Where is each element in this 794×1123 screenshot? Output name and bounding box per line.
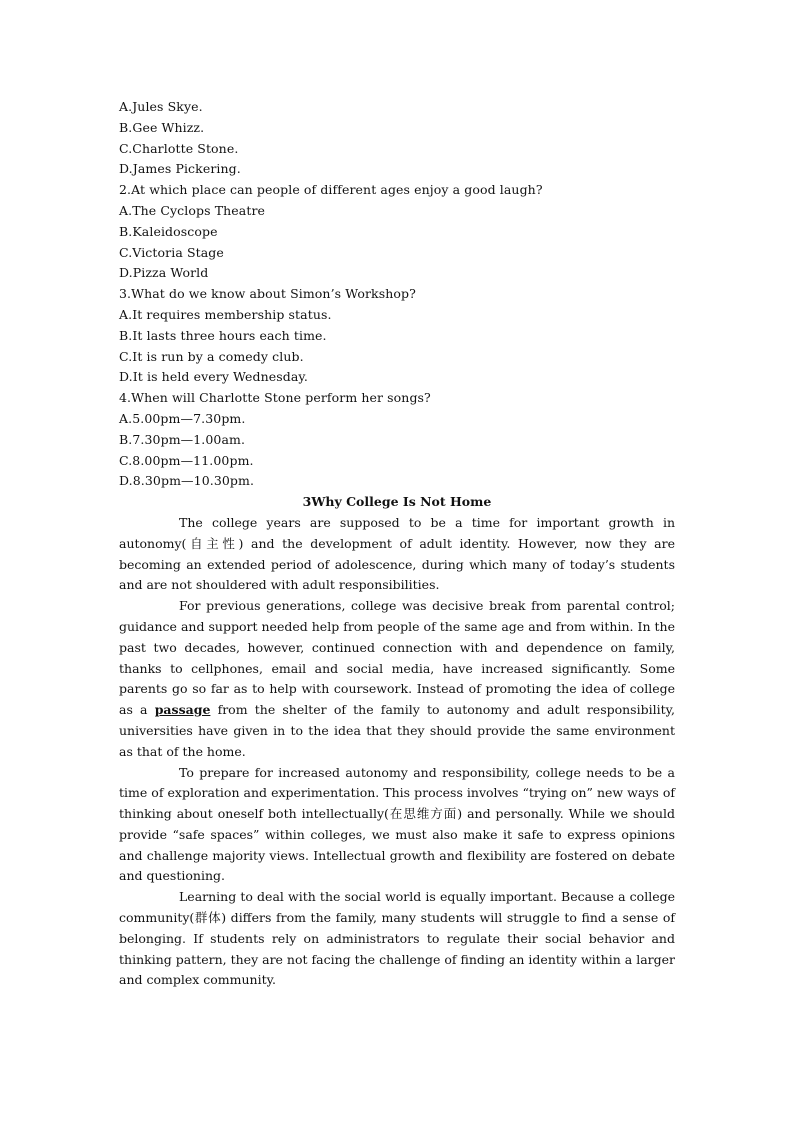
article-paragraph-4-text: Learning to deal with the social world is equally important. Because a college community(群体) differs from the family, many students will struggle to find a sense of belonging. If students rely on administrators to regulate their social behavior and thinking pattern, they are not facing the challenge of finding an identity within a larger and complex community.: [119, 889, 675, 988]
article-paragraph-4: [119, 887, 675, 991]
q4-option-d: D.8.30pm—10.30pm.: [119, 473, 255, 489]
q3-option-b: B.It lasts three hours each time.: [119, 327, 327, 343]
article-paragraph-3: [119, 763, 675, 888]
q2-option-a: A.The Cyclops Theatre: [119, 202, 266, 218]
q2-option-b: B.Kaleidoscope: [119, 223, 218, 239]
q4-option-b: B.7.30pm—1.00am.: [119, 431, 246, 447]
q2-option-c: C.Victoria Stage: [119, 244, 224, 260]
q2-option-d: D.Pizza World: [119, 265, 209, 281]
q1-option-b: B.Gee Whizz.: [119, 119, 205, 135]
article-paragraph-1-text: The college years are supposed to be a time for important growth in autonomy(自主性) and the development of adult identity. However, now they are becoming an extended period of adolescence, during which many of today’s students and are not shouldered with adult responsibilities.: [119, 514, 675, 593]
article-paragraph-3-text: To prepare for increased autonomy and responsibility, college needs to be a time of exploration and experimentation. This process involves “trying on” new ways of thinking about oneself both intellectually(在思维方面) and personally. While we should provide “safe spaces” within colleges, we must also make it safe to express opinions and challenge majority views. Intellectual growth and flexibility are fostered on debate and questioning.: [119, 764, 675, 884]
q4-question: 4.When will Charlotte Stone perform her songs?: [119, 390, 431, 406]
article-paragraph-2-text-before: For previous generations, college was decisive break from parental control; guidance and support needed help from people of the same age and from within. In the past two decades, however, continued connection with and dependence on family, thanks to cellphones, email and social media, have increased significantly. Some parents go so far as to help with coursework. Instead of promoting the idea of college as a: [119, 598, 675, 718]
q3-option-d: D.It is held every Wednesday.: [119, 369, 308, 385]
document-content: [119, 97, 675, 991]
q3-option-c: C.It is run by a comedy club.: [119, 348, 304, 364]
article-paragraph-2: [119, 596, 675, 762]
q3-option-a: A.It requires membership status.: [119, 306, 332, 322]
article-title: 3Why College Is Not Home: [302, 494, 492, 510]
q3-question: 3.What do we know about Simon’s Workshop?: [119, 286, 416, 302]
q4-option-a: A.5.00pm—7.30pm.: [119, 410, 246, 426]
article-paragraph-2-text-after: from the shelter of the family to autonomy and adult responsibility, universities have given in to the idea that they should provide the same environment as that of the home.: [119, 702, 675, 759]
q1-option-d: D.James Pickering.: [119, 161, 241, 177]
q1-option-c: C.Charlotte Stone.: [119, 140, 239, 156]
q2-question: 2.At which place can people of different ages enjoy a good laugh?: [119, 182, 543, 198]
underlined-word-passage: passage: [154, 702, 211, 718]
article-paragraph-1: [119, 513, 675, 596]
q4-option-c: C.8.00pm—11.00pm.: [119, 452, 254, 468]
q1-option-a: A.Jules Skye.: [119, 99, 203, 114]
